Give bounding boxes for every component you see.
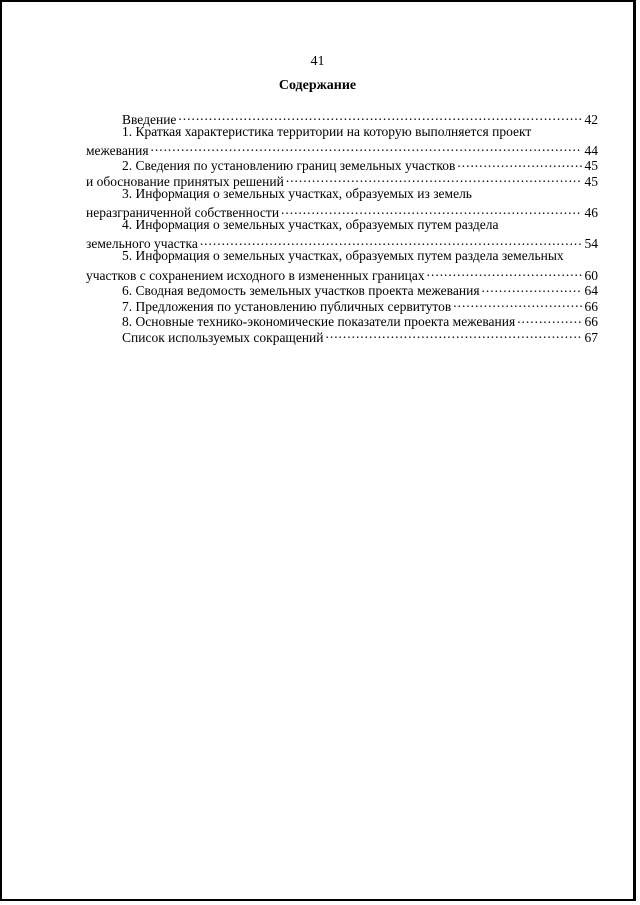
- dot-leader: [326, 326, 583, 342]
- dot-leader: [453, 295, 582, 311]
- dot-leader: [281, 202, 582, 218]
- toc-entry-text: межевания: [86, 142, 149, 158]
- toc-entry-page: 66: [584, 298, 598, 314]
- toc-entry-4-continuation[interactable]: [86, 233, 598, 252]
- toc-entry-text: Список используемых сокращений: [122, 329, 324, 345]
- toc-entry-text: Введение: [122, 111, 177, 127]
- toc-entry-page: 42: [584, 111, 598, 127]
- toc-entry-page: 66: [584, 314, 598, 330]
- toc-entry-text: 7. Предложения по установлению публичных сервитутов: [122, 298, 452, 314]
- dot-leader: [427, 264, 582, 280]
- dot-leader: [178, 108, 582, 124]
- toc-entry-5-continuation[interactable]: [86, 264, 598, 283]
- page-number: 41: [310, 54, 325, 69]
- toc-entry-text: 2. Сведения по установлению границ земельных участков: [122, 158, 456, 174]
- toc-entry-text: 6. Сводная ведомость земельных участков проекта межевания: [122, 283, 480, 299]
- toc-entry-text: 5. Информация о земельных участках, образуемых путем раздела земельных: [122, 248, 564, 264]
- toc-entry-page: 45: [584, 173, 598, 189]
- toc-entry-text: 4. Информация о земельных участках, образуемых путем раздела: [122, 217, 499, 233]
- toc-entry-text: 8. Основные технико-экономические показатели проекта межевания: [122, 314, 516, 330]
- toc-entry-text: 1. Краткая характеристика территории на которую выполняется проект: [122, 123, 532, 139]
- toc-entry-1-continuation[interactable]: [86, 139, 598, 158]
- toc-entry-1[interactable]: [86, 124, 598, 140]
- toc-entry-page: 60: [584, 267, 598, 283]
- toc-entry-page: 45: [584, 158, 598, 174]
- toc-entry-2[interactable]: [86, 155, 598, 174]
- toc-entry-page: 64: [584, 283, 598, 299]
- dot-leader: [200, 233, 582, 249]
- toc-entry-text: неразграниченной собственности: [86, 205, 280, 221]
- toc-title: Содержание: [278, 78, 357, 93]
- toc-entry-text: 3. Информация о земельных участках, образуемых из земель: [122, 185, 472, 201]
- table-of-contents: [86, 108, 598, 345]
- toc-entry-text: и обоснование принятых решений: [86, 173, 284, 189]
- toc-entry-3-continuation[interactable]: [86, 202, 598, 221]
- dot-leader: [457, 155, 582, 171]
- dot-leader: [151, 139, 582, 155]
- toc-entry-3[interactable]: [86, 186, 598, 202]
- toc-entry-page: 54: [584, 236, 598, 252]
- toc-entry-5[interactable]: [86, 248, 598, 264]
- dot-leader: [286, 170, 582, 186]
- toc-entry-text: земельного участка: [86, 236, 198, 252]
- toc-entry-page: 46: [584, 205, 598, 221]
- toc-entry-page: 44: [584, 142, 598, 158]
- toc-entry-page: 67: [584, 329, 598, 345]
- toc-entry-text: участков с сохранением исходного в измененных границах: [86, 267, 425, 283]
- toc-entry-intro[interactable]: [86, 108, 598, 127]
- dot-leader: [517, 311, 582, 327]
- dot-leader: [482, 280, 582, 296]
- toc-entry-4[interactable]: [86, 217, 598, 233]
